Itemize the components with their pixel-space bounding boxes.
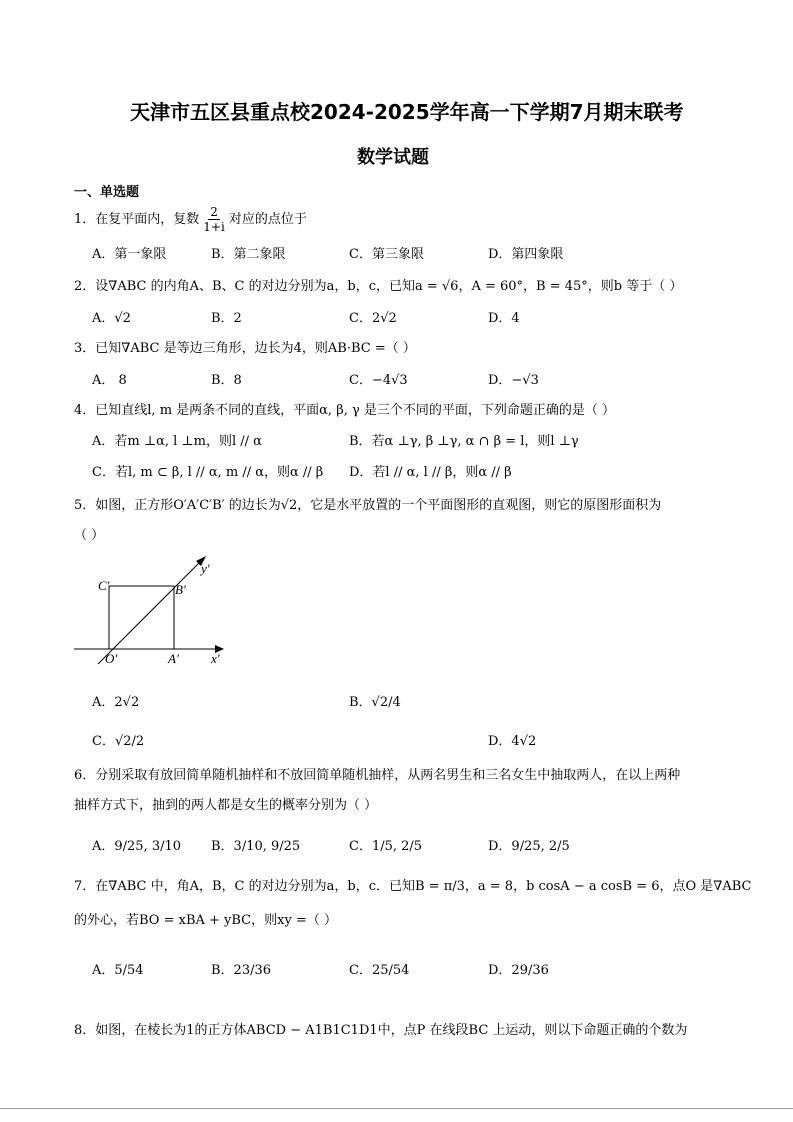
q2-option-c: C．2√2	[349, 311, 397, 326]
q3-option-c: C．−4√3	[349, 373, 408, 388]
question-2: 2．设∇ABC 的内角A、B、C 的对边分别为a，b，c，已知a = √6，A = 60°，B = 45°，则b 等于（ ）	[74, 279, 683, 294]
q4-option-a: A．若m ⊥α, l ⊥m，则l // α	[92, 434, 262, 449]
q1-option-b: B．第二象限	[211, 247, 286, 262]
question-5: 5．如图，正方形O′A′C′B′ 的边长为√2，它是水平放置的一个平面图形的直观图，则它的原图形面积为	[74, 498, 662, 513]
question-7-line2: 的外心，若BO = xBA + yBC，则xy =（ ）	[74, 913, 337, 928]
q3-option-d: D．−√3	[488, 373, 539, 388]
q7-option-c: C．25/54	[349, 963, 410, 978]
q3-option-a: A． 8	[92, 373, 127, 388]
q1-option-a: A．第一象限	[92, 247, 167, 262]
question-8: 8．如图，在棱长为1的正方体ABCD − A1B1C1D1中，点P 在线段BC 上运动，则以下命题正确的个数为	[74, 1023, 688, 1038]
label-y: y′	[201, 561, 210, 576]
q5-option-b: B．√2/4	[349, 695, 401, 710]
page-bottom-rule	[0, 1108, 793, 1109]
section-heading: 一、单选题	[74, 185, 140, 200]
q5-option-c: C．√2/2	[92, 734, 145, 749]
q5-option-a: A．2√2	[92, 695, 140, 710]
label-o: O′	[105, 651, 118, 666]
q5-option-d: D．4√2	[488, 734, 537, 749]
q1-text-b: 对应的点位于	[228, 211, 307, 227]
square-cb-oa	[109, 586, 174, 649]
q5-figure	[68, 552, 238, 672]
q7-option-b: B．23/36	[211, 963, 272, 978]
q1-option-d: D．第四象限	[488, 247, 564, 262]
question-4: 4．已知直线l, m 是两条不同的直线，平面α, β, γ 是三个不同的平面，下列命题正确的是（ ）	[74, 403, 616, 418]
question-1	[74, 205, 307, 234]
q1-fraction	[201, 205, 227, 234]
question-7-line1: 7．在∇ABC 中，角A，B，C 的对边分别为a，b，c．已知B = π/3，a = 8，b cosA − a cosB = 6，点O 是∇ABC	[74, 879, 752, 894]
y-axis	[98, 560, 202, 664]
label-x: x′	[211, 651, 220, 666]
q2-option-a: A．√2	[92, 311, 131, 326]
q7-option-d: D．29/36	[488, 963, 549, 978]
page-title: 天津市五区县重点校2024-2025学年高一下学期7月期末联考	[130, 100, 684, 124]
q4-option-d: D．若l // α, l // β，则α // β	[349, 465, 512, 480]
q6-option-d: D．9/25, 2/5	[488, 839, 570, 854]
q1-text-a: 1．在复平面内，复数	[74, 211, 200, 227]
q6-option-b: B．3/10, 9/25	[211, 839, 301, 854]
page-subtitle: 数学试题	[357, 147, 429, 168]
question-5-paren: （ ）	[74, 528, 105, 543]
q1-option-c: C．第三象限	[349, 247, 424, 262]
question-6-line2: 抽样方式下，抽到的两人都是女生的概率分别为（ ）	[74, 798, 378, 813]
q1-fraction-den: 1+i	[203, 220, 225, 234]
q6-option-a: A．9/25, 3/10	[92, 839, 182, 854]
label-b: B′	[175, 582, 186, 597]
label-a: A′	[168, 651, 179, 666]
q6-option-c: C．1/5, 2/5	[349, 839, 423, 854]
q4-option-c: C．若l, m ⊂ β, l // α, m // α，则α // β	[92, 465, 324, 480]
question-6-line1: 6．分别采取有放回简单随机抽样和不放回简单随机抽样，从两名男生和三名女生中抽取两人，在以上两种	[74, 768, 681, 783]
q2-option-b: B．2	[211, 311, 242, 326]
q3-option-b: B．8	[211, 373, 242, 388]
q1-fraction-num: 2	[210, 205, 218, 219]
q4-option-b: B．若α ⊥γ, β ⊥γ, α ∩ β = l，则l ⊥γ	[349, 434, 579, 449]
q7-option-a: A．5/54	[92, 963, 144, 978]
q2-option-d: D．4	[488, 311, 520, 326]
label-c: C′	[98, 578, 110, 593]
question-3: 3．已知∇ABC 是等边三角形，边长为4，则AB·BC =（ ）	[74, 341, 416, 356]
